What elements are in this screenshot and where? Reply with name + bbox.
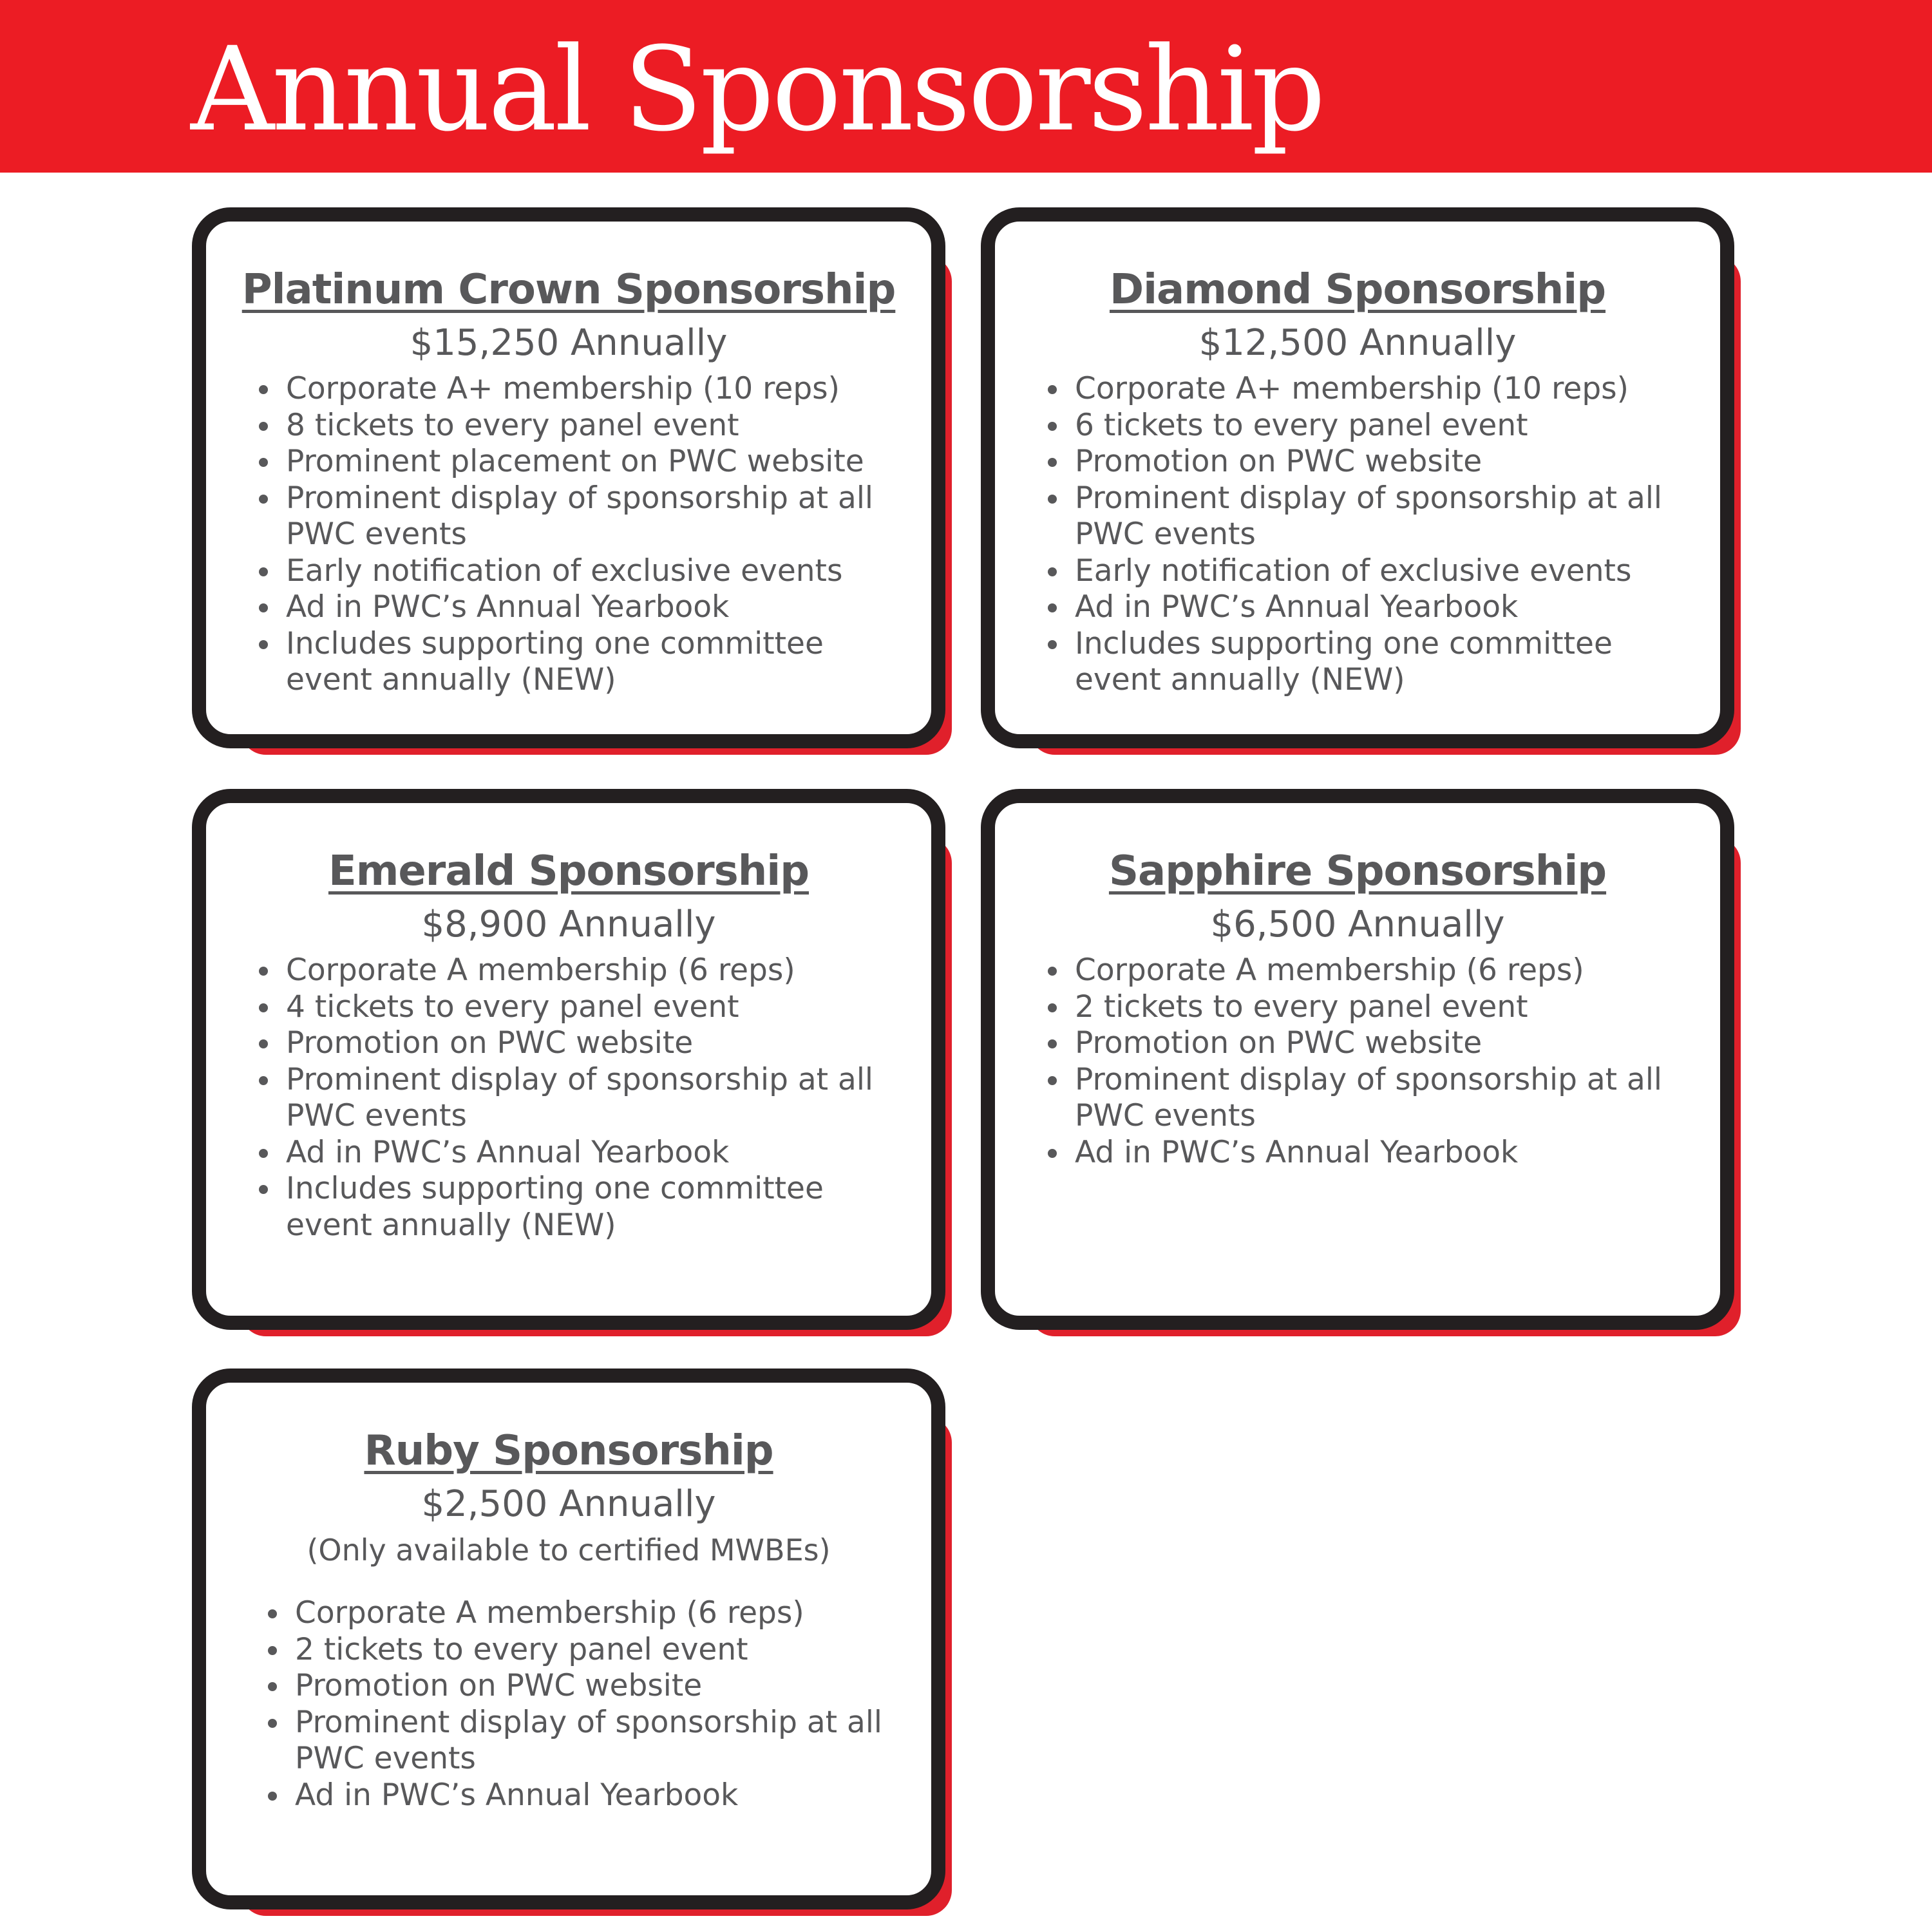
benefit-list	[245, 952, 908, 1244]
benefit-item: Includes supporting one committee event annually (NEW)	[1075, 626, 1697, 699]
benefit-item: Ad in PWC’s Annual Yearbook	[1075, 1135, 1697, 1171]
card-frame	[981, 207, 1734, 748]
tier-card-diamond	[981, 207, 1741, 755]
tier-title: Sapphire Sponsorship	[1108, 848, 1607, 895]
tier-card-sapphire	[981, 789, 1741, 1336]
tier-eligibility-note: (Only available to certified MWBEs)	[307, 1533, 831, 1567]
tier-title: Diamond Sponsorship	[1109, 266, 1606, 314]
benefit-item: Includes supporting one committee event annually (NEW)	[286, 626, 908, 699]
tier-price: $8,900 Annually	[421, 904, 716, 945]
benefit-item: Ad in PWC’s Annual Yearbook	[295, 1777, 908, 1814]
header-banner	[0, 0, 1932, 173]
benefit-item: Ad in PWC’s Annual Yearbook	[1075, 589, 1697, 626]
benefit-item: Promotion on PWC website	[1075, 1025, 1697, 1062]
tier-card-emerald	[192, 789, 952, 1336]
page-title: Annual Sponsorship	[191, 23, 1323, 157]
tier-card-ruby	[192, 1368, 952, 1916]
tier-card-platinum-crown	[192, 207, 952, 755]
card-frame	[192, 789, 945, 1330]
benefit-item: 2 tickets to every panel event	[1075, 989, 1697, 1026]
card-frame	[981, 789, 1734, 1330]
benefit-item: Prominent display of sponsorship at all PWC events	[1075, 1062, 1697, 1135]
benefit-item: Corporate A membership (6 reps)	[1075, 952, 1697, 989]
benefit-item: Prominent placement on PWC website	[286, 444, 908, 480]
benefit-item: 2 tickets to every panel event	[295, 1632, 908, 1669]
tier-price: $2,500 Annually	[421, 1483, 716, 1525]
tier-title: Ruby Sponsorship	[364, 1427, 773, 1475]
benefit-item: Corporate A+ membership (10 reps)	[1075, 371, 1697, 408]
tier-price: $12,500 Annually	[1198, 322, 1517, 364]
tier-price: $15,250 Annually	[410, 322, 728, 364]
benefit-item: Early notification of exclusive events	[286, 553, 908, 590]
benefit-item: Ad in PWC’s Annual Yearbook	[286, 589, 908, 626]
benefit-list	[1034, 371, 1697, 699]
benefit-item: 6 tickets to every panel event	[1075, 408, 1697, 444]
benefit-item: 8 tickets to every panel event	[286, 408, 908, 444]
benefit-item: 4 tickets to every panel event	[286, 989, 908, 1026]
tier-price: $6,500 Annually	[1210, 904, 1505, 945]
tier-title: Platinum Crown Sponsorship	[242, 266, 896, 314]
benefit-list	[254, 1595, 908, 1814]
benefit-item: Corporate A membership (6 reps)	[286, 952, 908, 989]
benefit-item: Promotion on PWC website	[286, 1025, 908, 1062]
benefit-item: Corporate A+ membership (10 reps)	[286, 371, 908, 408]
benefit-list	[1034, 952, 1697, 1171]
benefit-item: Prominent display of sponsorship at all PWC events	[295, 1705, 908, 1777]
benefit-item: Prominent display of sponsorship at all PWC events	[1075, 480, 1697, 553]
benefit-item: Corporate A membership (6 reps)	[295, 1595, 908, 1632]
benefit-item: Promotion on PWC website	[1075, 444, 1697, 480]
benefit-item: Includes supporting one committee event annually (NEW)	[286, 1171, 908, 1244]
benefit-item: Early notification of exclusive events	[1075, 553, 1697, 590]
benefit-item: Promotion on PWC website	[295, 1668, 908, 1705]
benefit-item: Prominent display of sponsorship at all PWC events	[286, 1062, 908, 1135]
benefit-item: Prominent display of sponsorship at all PWC events	[286, 480, 908, 553]
card-frame	[192, 207, 945, 748]
tier-title: Emerald Sponsorship	[328, 848, 810, 895]
benefit-item: Ad in PWC’s Annual Yearbook	[286, 1135, 908, 1171]
card-frame	[192, 1368, 945, 1909]
benefit-list	[245, 371, 908, 699]
